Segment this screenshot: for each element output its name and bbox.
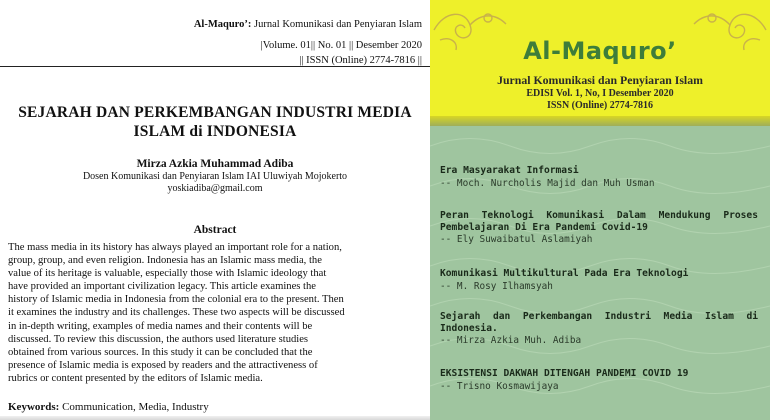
abstract-line: obtained from various sources. In this study it can be concluded that the bbox=[8, 346, 313, 358]
header-rule bbox=[0, 66, 430, 67]
journal-cover bbox=[430, 0, 770, 420]
toc-item-title: Sejarah dan Perkembangan Industri Media Islam di Indonesia. bbox=[440, 311, 758, 334]
page-bottom-edge bbox=[0, 416, 430, 420]
journal-name: Al-Maquro’: bbox=[193, 19, 252, 30]
toc-item-title: EKSISTENSI DAKWAH DITENGAH PANDEMI COVID 19 bbox=[440, 368, 689, 379]
abstract-heading: Abstract bbox=[193, 224, 237, 236]
abstract-line: rubrics or content presented by the editors of Islamic media. bbox=[8, 372, 263, 384]
title-line-1: SEJARAH DAN PERKEMBANGAN INDUSTRI MEDIA bbox=[18, 104, 412, 121]
cover-edition: EDISI Vol. 1, No, I Desember 2020 bbox=[526, 88, 674, 99]
toc-item-author: -- M. Rosy Ilhamsyah bbox=[440, 281, 553, 292]
cover-issn: ISSN (Online) 2774-7816 bbox=[546, 100, 654, 111]
toc-item-author: -- Moch. Nurcholis Majid dan Muh Usman bbox=[440, 178, 655, 189]
toc-item-author: -- Trisno Kosmawijaya bbox=[440, 381, 559, 392]
author-affiliation: Dosen Komunikasi dan Penyiaran Islam IAI Uluwiyah Mojokerto bbox=[82, 171, 348, 182]
abstract-line: presence of Islamic media is exposed by readers and the attractiveness of bbox=[8, 359, 318, 371]
abstract-line: discussed. To review this discussion, the authors used literature studies bbox=[8, 333, 309, 345]
toc-item-title: Peran Teknologi Komunikasi Dalam Mendukung Proses Pembelajaran Di Era Pandemi Covid-19 bbox=[440, 210, 758, 233]
toc-item-title: Komunikasi Multikultural Pada Era Teknologi bbox=[440, 268, 689, 279]
toc-item-author: -- Mirza Azkia Muh. Adiba bbox=[440, 335, 582, 346]
paper-title bbox=[0, 103, 430, 141]
abstract-line: have provided an important civilization legacy. This article examines the bbox=[8, 281, 316, 293]
toc-item-author: -- Ely Suwaibatul Aslamiyah bbox=[440, 234, 593, 245]
cover-journal-subtitle: Jurnal Komunikasi dan Penyiaran Islam bbox=[497, 73, 703, 87]
abstract-line: in in-depth writing, examples of media names and their contents will be bbox=[8, 320, 313, 332]
keywords bbox=[8, 401, 209, 413]
journal-header bbox=[194, 18, 422, 31]
toc-item-title: Era Masyarakat Informasi bbox=[440, 165, 579, 176]
author-email: yoskiadiba@gmail.com bbox=[167, 183, 263, 194]
cover-journal-title: Al-Maquro’ bbox=[523, 37, 677, 65]
abstract-line: history of Islamic media in Indonesia from the colonial era to the present. Then bbox=[8, 294, 344, 306]
abstract-line: value of its heritage is valuable, especially those with Islamic ideology that bbox=[8, 268, 327, 280]
title-line-2: ISLAM di INDONESIA bbox=[133, 123, 297, 140]
author-name: Mirza Azkia Muhammad Adiba bbox=[136, 158, 294, 170]
abstract-line: The mass media in its history has always played an important role for a nation, bbox=[8, 242, 342, 253]
volume-line: |Volume. 01|| No. 01 || Desember 2020 bbox=[260, 40, 422, 51]
cover-band-edge bbox=[430, 116, 770, 126]
abstract-body bbox=[8, 241, 410, 385]
journal-description: Jurnal Komunikasi dan Penyiaran Islam bbox=[251, 19, 422, 30]
keywords-label: Keywords: bbox=[8, 401, 60, 413]
keywords-list: Communication, Media, Industry bbox=[59, 401, 209, 413]
issn-line: || ISSN (Online) 2774-7816 || bbox=[299, 55, 422, 66]
abstract-line: it examines the industry and its challenges. These two aspects will be discussed bbox=[8, 307, 345, 319]
abstract-line: group, group, and even religion. Indonesia has an Islamic mass media, the bbox=[8, 255, 322, 267]
